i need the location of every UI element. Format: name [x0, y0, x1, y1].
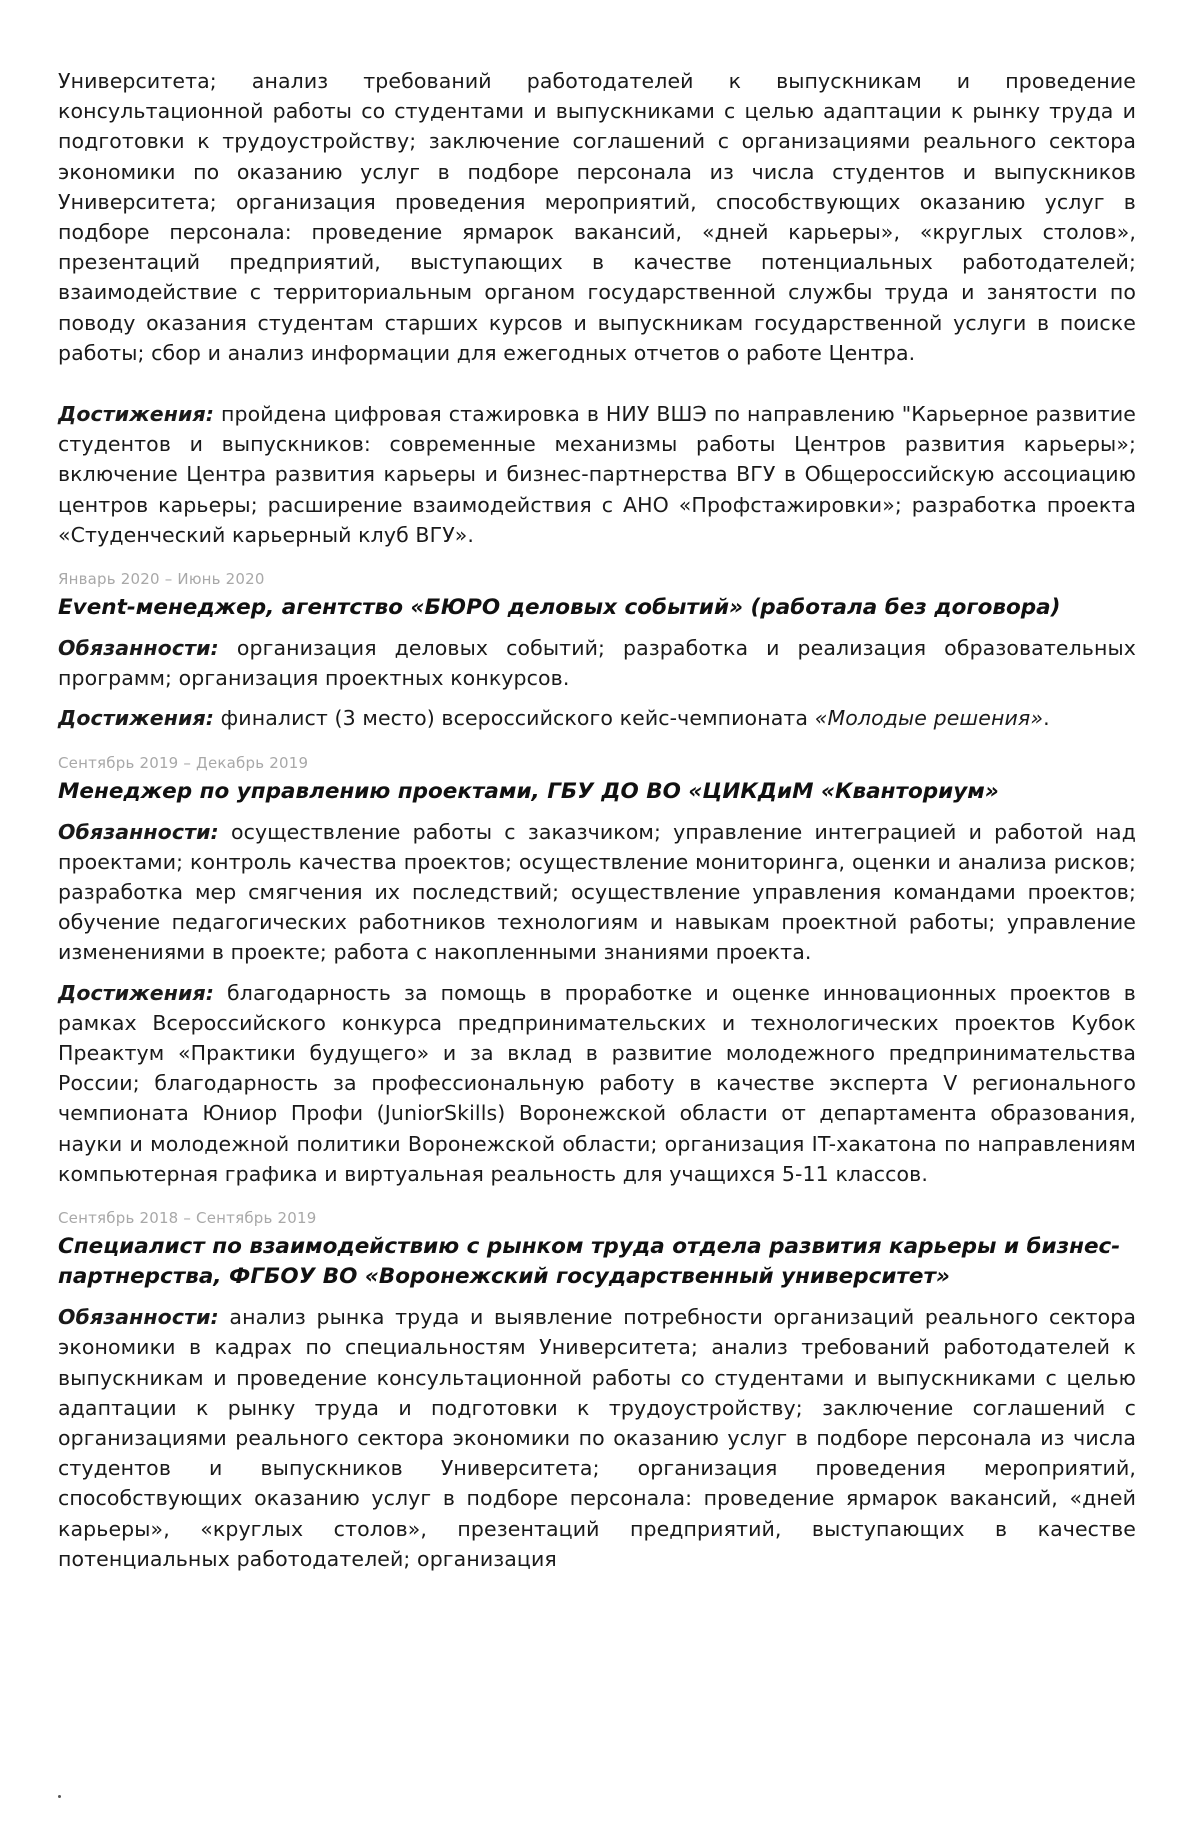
achievements-text-post: . — [1043, 706, 1050, 731]
job-dates: Январь 2020 – Июнь 2020 — [58, 570, 265, 589]
intro-duties-text: Университета; анализ требований работодателей к выпускникам и проведение консультационной работы со студентами и выпускниками с целью адаптации к рынку труда и подготовки к трудоустройству; заключение соглашений с организациями реального сектора экономики по оказанию услуг в подборе персонала из числа студентов и выпускников Университета; организация проведения мероприятий, способствующих оказанию услуг в подборе персонала: проведение ярмарок вакансий, «дней карьеры», «круглых столов», презентаций предприятий, выступающих в качестве потенциальных работодателей; взаимодействие с территориальным органом государственной службы труда и занятости по поводу оказания студентам старших курсов и выпускникам государственной услуги в поиске работы; сбор и анализ информации для ежегодных отчетов о работе Центра. — [58, 69, 1136, 365]
job-duties — [58, 1302, 1136, 1574]
job-title: Менеджер по управлению проектами, ГБУ ДО ВО «ЦИКДиМ «Кванториум» — [58, 778, 999, 804]
achievements-text: пройдена цифровая стажировка в НИУ ВШЭ по направлению "Карьерное развитие студентов и выпускников: современные механизмы работы Центров развития карьеры»; включение Центра развития карьеры и бизнес-партнерства ВГУ в Общероссийскую ассоциацию центров карьеры; расширение взаимодействия с АНО «Профстажировки»; разработка проекта «Студенческий карьерный клуб ВГУ». — [58, 402, 1136, 547]
job-achievements — [58, 978, 1136, 1189]
job-entry-bureau — [58, 568, 1136, 734]
job-entry-vsu — [58, 1207, 1136, 1574]
intro-duties-continuation — [58, 66, 1136, 368]
resume-page — [58, 66, 1136, 1574]
achievements-text-italic: «Молодые решения» — [814, 706, 1044, 731]
duties-text: организация деловых событий; разработка и реализация образовательных программ; организация проектных конкурсов. — [58, 636, 1136, 691]
intro-achievements — [58, 399, 1136, 550]
duties-label: Обязанности: — [58, 636, 219, 661]
job-title: Event-менеджер, агентство «БЮРО деловых событий» (работала без договора) — [58, 595, 1061, 621]
achievements-text: благодарность за помощь в проработке и оценке инновационных проектов в рамках Всероссийского конкурса предпринимательских и технологических проектов Кубок Преактум «Практики будущего» и за вклад в развитие молодежного предпринимательства России; благодарность за профессиональную работу в качестве эксперта V регионального чемпионата Юниор Профи (JuniorSkills) Воронежской области от департамента образования, науки и молодежной политики Воронежской области; организация IT-хакатона по направлениям компьютерная графика и виртуальная реальность для учащихся 5-11 классов. — [58, 980, 1136, 1186]
job-entry-kvantorium — [58, 752, 1136, 1189]
achievements-label: Достижения: — [58, 402, 215, 427]
job-dates: Сентябрь 2018 – Сентябрь 2019 — [58, 1209, 317, 1228]
achievements-text-pre: финалист (3 место) всероссийского кейс-чемпионата — [214, 706, 815, 731]
achievements-label: Достижения: — [58, 980, 215, 1005]
duties-label: Обязанности: — [58, 819, 219, 844]
job-dates: Сентябрь 2019 – Декабрь 2019 — [58, 753, 309, 772]
duties-label: Обязанности: — [58, 1305, 219, 1330]
job-duties — [58, 633, 1136, 693]
duties-text: осуществление работы с заказчиком; управление интеграцией и работой над проектами; контроль качества проектов; осуществление мониторинга, оценки и анализа рисков; разработка мер смягчения их последствий; осуществление управления командами проектов; обучение педагогических работников технологиям и навыкам проектной работы; управление изменениями в проекте; работа с накопленными знаниями проекта. — [58, 819, 1136, 965]
job-duties — [58, 817, 1136, 968]
job-achievements — [58, 703, 1136, 733]
job-title: Специалист по взаимодействию с рынком труда отдела развития карьеры и бизнес-партнерства, ФГБОУ ВО «Воронежский государственный университет» — [58, 1234, 1121, 1290]
achievements-label: Достижения: — [58, 706, 215, 731]
page-footer-dot — [58, 1795, 61, 1798]
duties-text: анализ рынка труда и выявление потребности организаций реального сектора экономики в кадрах по специальностям Университета; анализ требований работодателей к выпускникам и проведение консультационной работы со студентами и выпускниками с целью адаптации к рынку труда и подготовки к трудоустройству; заключение соглашений с организациями реального сектора экономики по оказанию услуг в подборе персонала из числа студентов и выпускников Университета; организация проведения мероприятий, способствующих оказанию услуг в подборе персонала: проведение ярмарок вакансий, «дней карьеры», «круглых столов», презентаций предприятий, выступающих в качестве потенциальных работодателей; организация — [58, 1305, 1136, 1571]
